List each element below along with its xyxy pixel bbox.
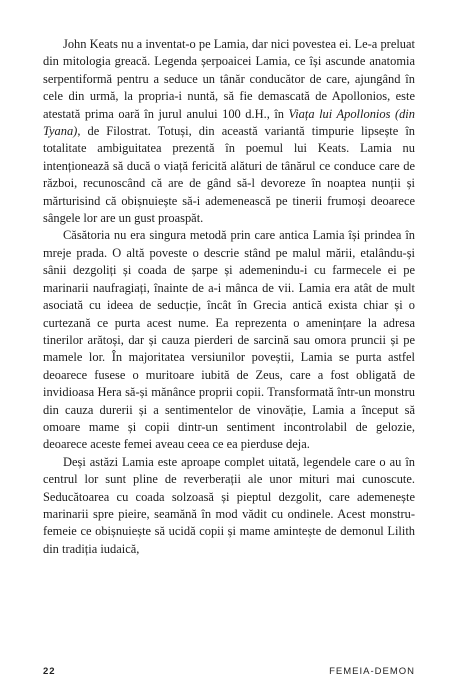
page-number: 22 xyxy=(43,666,56,677)
paragraph-1 xyxy=(43,36,415,227)
paragraph-3 xyxy=(43,454,415,558)
page-footer xyxy=(43,666,415,680)
book-title-italic: Viața lui Apollonios (din Tyana) xyxy=(43,106,415,139)
paragraph-1-text-a: John Keats nu a inventat-o pe Lamia, dar nici povestea ei. Le-a preluat din mitologia greacă. Legenda șerpoaicei Lamia, ce își ascunde anatomia serpentiformă pentru a seduce un tânăr conducător de care, ajungând în cele din urmă, la propria-i nuntă, să fie demascată de Apollonios, este atestată prima oară în jurul anului 100 d.H., în xyxy=(43,37,415,121)
running-head: FEMEIA-DEMON xyxy=(329,666,415,677)
page-body xyxy=(43,36,415,558)
paragraph-3-text: Deși astăzi Lamia este aproape complet uitată, legendele care o au în centrul lor sunt pline de reverberații ale unor mituri mai cunoscute. Seducătoarea cu coada solzoasă și pieptul dezgolit, care ademenește marinarii spre pieire, seamănă în mod vădit cu ondinele. Acest monstru-femeie ce obișnuiește să ucidă copii și mame amintește de demonul Lilith din tradiția iudaică, xyxy=(43,454,415,556)
paragraph-2 xyxy=(43,227,415,453)
paragraph-2-text: Căsătoria nu era singura metodă prin care antica Lamia își prindea în mreje prada. O altă poveste o descrie stând pe malul mării, etalându-și sânii dezgoliți și coada de șarpe și ademenindu-i cu farmecele ei pe marinarii naufragiați, înainte de a-i mânca de vii. Lamia era atât de mult asociată cu ideea de seducție, încât în Grecia antică exista chiar și o curtezană ce purta acest nume. Ea reprezenta o amenințare la adresa tinerilor arătoși, dar și cauza pierderi de sarcină sau omora pruncii și pe mamele lor. În majoritatea versiunilor poveștii, Lamia se purta astfel deoarece fusese o muritoare iubită de Zeus, care a fost obligată de invidioasa Hera să-și mănânce proprii copii. Transformată într-un monstru din cauza durerii și a sentimentelor de vinovăție, Lamia a început să omoare mame și copii dintr-un sentiment incontrolabil de gelozie, deoarece aceste femei aveau ceea ce ea pierduse deja. xyxy=(43,228,415,452)
paragraph-1-text-b: , de Filostrat. Totuși, din această variantă timpurie lipsește în totalitate ambiguitatea prezentă în poemul lui Keats. Lamia nu intenționează să ducă o viață fericită alături de tânărul ce conduce care de război, recunoscând că are de gând să-l devoreze în noaptea nunții și mărturisind că obișnuiește să-i ademenească pe tinerii frumoși deoarece sângele lor are un gust proaspăt. xyxy=(43,124,415,226)
